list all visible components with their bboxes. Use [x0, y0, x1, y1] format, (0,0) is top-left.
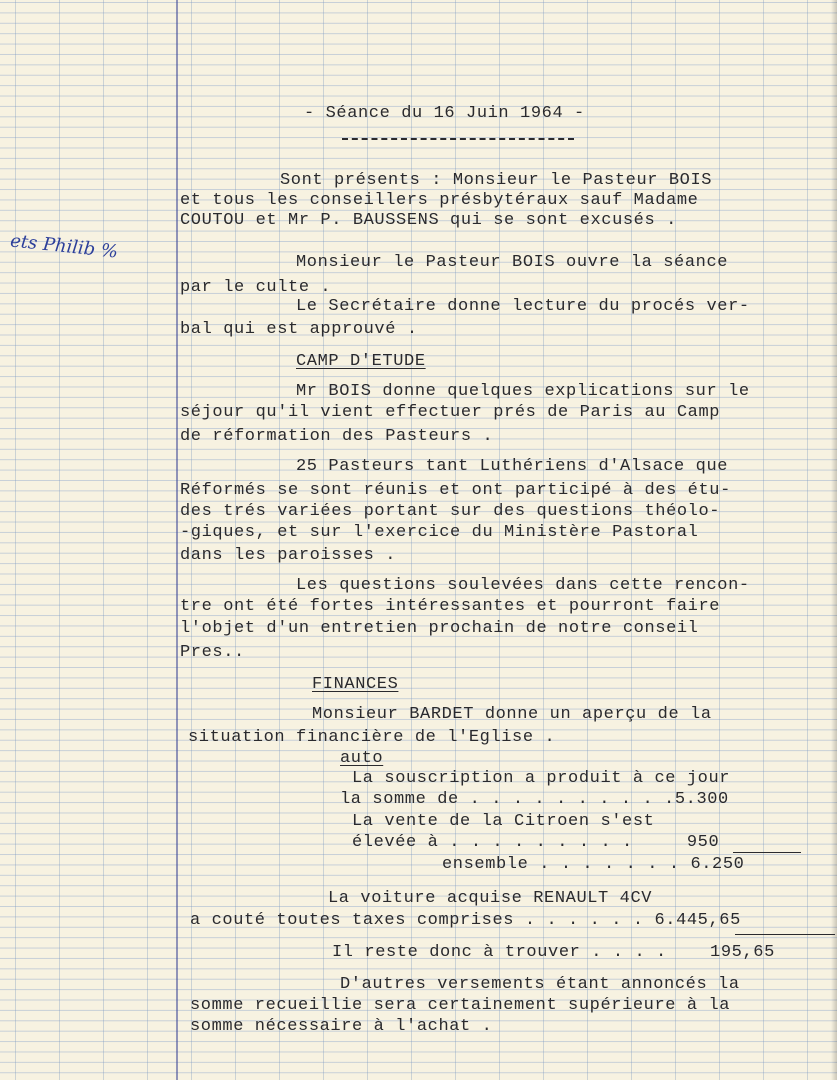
- difference-underline: [735, 934, 835, 935]
- opening-line-2: par le culte .: [180, 278, 332, 297]
- camp-p3-line-4: Pres..: [180, 643, 245, 662]
- finances-intro-line-1: Monsieur BARDET donne un aperçu de la: [312, 705, 712, 724]
- camp-p1-line-3: de réformation des Pasteurs .: [180, 427, 494, 446]
- opening-line-3: Le Secrétaire donne lecture du procés ver-: [296, 297, 750, 316]
- attendance-line-2: et tous les conseillers présbytéraux sauf Madame: [180, 191, 699, 210]
- page-edge-shadow: [831, 0, 837, 1080]
- camp-p3-line-3: l'objet d'un entretien prochain de notre conseil: [180, 619, 699, 638]
- opening-line-1: Monsieur le Pasteur BOIS ouvre la séance: [296, 253, 729, 272]
- finance-line-5: ensemble . . . . . . . 6.250: [442, 855, 745, 874]
- finance-line-2: la somme de . . . . . . . . . .5.300: [340, 790, 729, 809]
- margin-line: [176, 0, 178, 1080]
- car-line-1: La voiture acquise RENAULT 4CV: [328, 889, 653, 908]
- attendance-line-3: COUTOU et Mr P. BAUSSENS qui se sont excusés .: [180, 211, 677, 230]
- camp-heading: CAMP D'ETUDE: [296, 352, 426, 371]
- auto-note: auto: [340, 749, 384, 768]
- camp-p2-line-5: dans les paroisses .: [180, 546, 397, 565]
- camp-p1-line-2: séjour qu'il vient effectuer prés de Paris au Camp: [180, 403, 721, 422]
- title-underline: [342, 138, 574, 140]
- finances-intro-line-2: situation financière de l'Eglise .: [188, 728, 556, 747]
- session-title: - Séance du 16 Juin 1964 -: [304, 104, 585, 123]
- sum-underline: [733, 852, 801, 853]
- camp-p2-line-3: des trés variées portant sur des questions théolo-: [180, 502, 721, 521]
- camp-p2-line-2: Réformés se sont réunis et ont participé à des étu-: [180, 481, 731, 500]
- car-line-2: a couté toutes taxes comprises . . . . . . 6.445,65: [190, 911, 741, 930]
- finances-heading: FINANCES: [312, 675, 399, 694]
- closing-line-2: somme recueillie sera certainement supérieure à la: [190, 996, 731, 1015]
- handwritten-margin-note: ets Philib %: [9, 230, 119, 263]
- camp-p3-line-1: Les questions soulevées dans cette rencon-: [296, 576, 750, 595]
- finance-line-3: La vente de la Citroen s'est: [352, 812, 655, 831]
- remaining-line: Il reste donc à trouver . . . . 195,65: [332, 943, 775, 962]
- camp-p3-line-2: tre ont été fortes intéressantes et pourront faire: [180, 597, 721, 616]
- closing-line-1: D'autres versements étant annoncés la: [340, 975, 740, 994]
- camp-p2-line-1: 25 Pasteurs tant Luthériens d'Alsace que: [296, 457, 729, 476]
- closing-line-3: somme nécessaire à l'achat .: [190, 1017, 493, 1036]
- camp-p1-line-1: Mr BOIS donne quelques explications sur le: [296, 382, 750, 401]
- opening-line-4: bal qui est approuvé .: [180, 320, 418, 339]
- attendance-line-1: Sont présents : Monsieur le Pasteur BOIS: [280, 171, 713, 190]
- finance-line-4: élevée à . . . . . . . . . 950: [352, 833, 720, 852]
- finance-line-1: La souscription a produit à ce jour: [352, 769, 731, 788]
- camp-p2-line-4: -giques, et sur l'exercice du Ministère Pastoral: [180, 523, 699, 542]
